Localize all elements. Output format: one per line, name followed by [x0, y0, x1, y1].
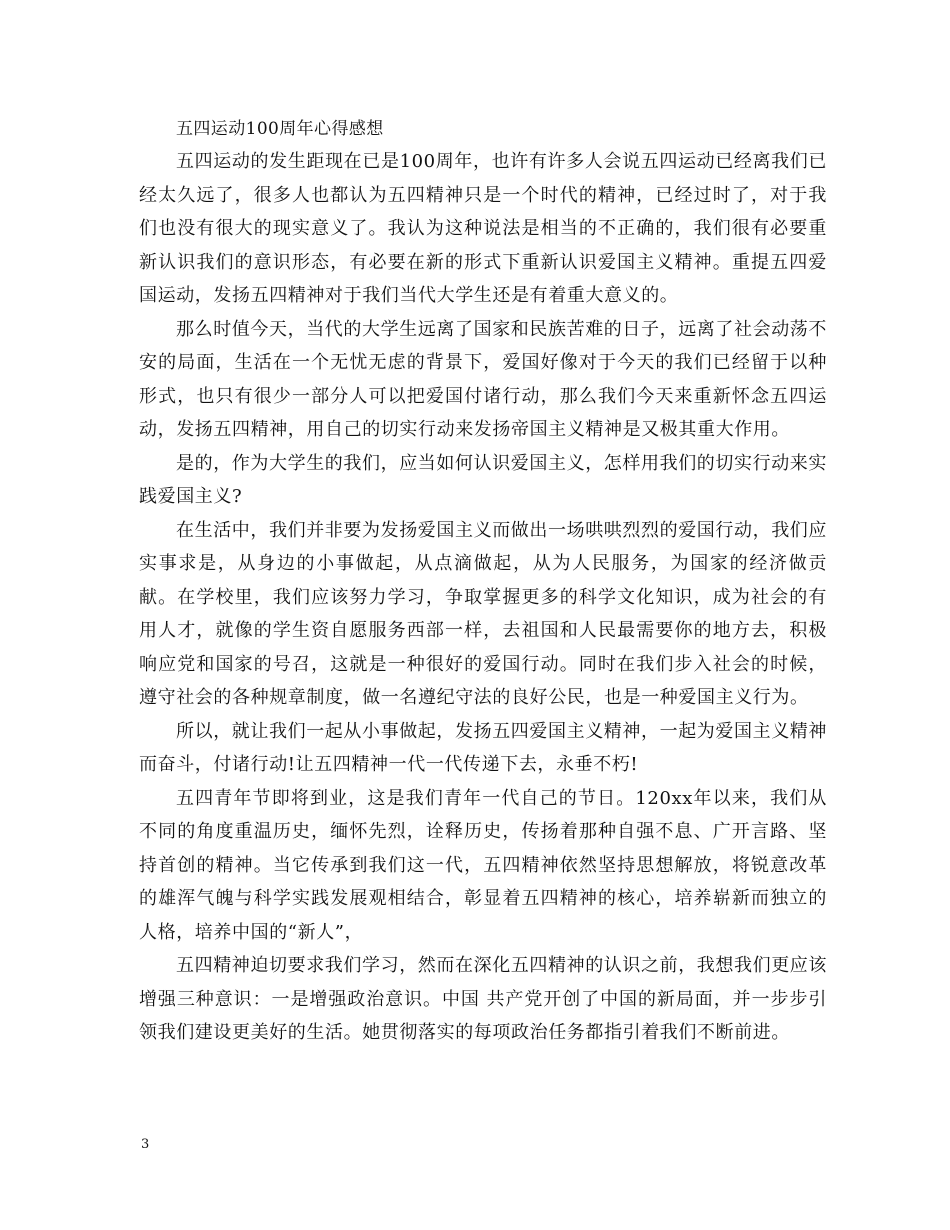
paragraph-2: 那么时值今天，当代的大学生远离了国家和民族苦难的日子，远离了社会动荡不安的局面，生活在一个无忧无虑的背景下，爱国好像对于今天的我们已经留于以种形式，也只有很少一部分人可以把爱国付诸行动，那么我们今天来重新怀念五四运动，发扬五四精神，用自己的切实行动来发扬帝国主义精神是又极其重大作用。: [139, 318, 827, 440]
paragraph-6: 五四青年节即将到业，这是我们青年一代自己的节日。120xx年以来，我们从不同的角度重温历史，缅怀先烈，诠释历史，传扬着那种自强不息、广开言路、坚持首创的精神。当它传承到我们这一代，五四精神依然坚持思想解放，将锐意改革的雄浑气魄与科学实践发展观相结合，彰显着五四精神的核心，培养崭新而独立的人格，培养中国的“新人”，: [139, 787, 827, 943]
paragraph-7: 五四精神迫切要求我们学习，然而在深化五四精神的认识之前，我想我们更应该增强三种意识：一是增强政治意识。中国 共产党开创了中国的新局面，并一步步引领我们建设更美好的生活。她贯彻落实的每项政治任务都指引着我们不断前进。: [139, 955, 827, 1043]
paragraph-5: 所以，就让我们一起从小事做起，发扬五四爱国主义精神，一起为爱国主义精神而奋斗，付诸行动!让五四精神一代一代传递下去，永垂不朽!: [139, 720, 827, 775]
paragraph-4: 在生活中，我们并非要为发扬爱国主义而做出一场哄哄烈烈的爱国行动，我们应实事求是，从身边的小事做起，从点滴做起，从为人民服务，为国家的经济做贡献。在学校里，我们应该努力学习，争取掌握更多的科学文化知识，成为社会的有用人才，就像的学生资自愿服务西部一样，去祖国和人民最需要你的地方去，积极响应党和国家的号召，这就是一种很好的爱国行动。同时在我们步入社会的时候，遵守社会的各种规章制度，做一名遵纪守法的良好公民，也是一种爱国主义行为。: [139, 519, 827, 708]
paragraph-3: 是的，作为大学生的我们，应当如何认识爱国主义，怎样用我们的切实行动来实践爱国主义?: [139, 452, 827, 507]
paragraph-1: 五四运动的发生距现在已是100周年，也许有许多人会说五四运动已经离我们已经太久远了，很多人也都认为五四精神只是一个时代的精神，已经过时了，对于我们也没有很大的现实意义了。我认为这种说法是相当的不正确的，我们很有必要重新认识我们的意识形态，有必要在新的形式下重新认识爱国主义精神。重提五四爱国运动，发扬五四精神对于我们当代大学生还是有着重大意义的。: [139, 151, 827, 306]
document-title: 五四运动100周年心得感想: [176, 119, 384, 139]
page-number: 3: [141, 1137, 150, 1152]
document-body: [139, 114, 827, 1050]
